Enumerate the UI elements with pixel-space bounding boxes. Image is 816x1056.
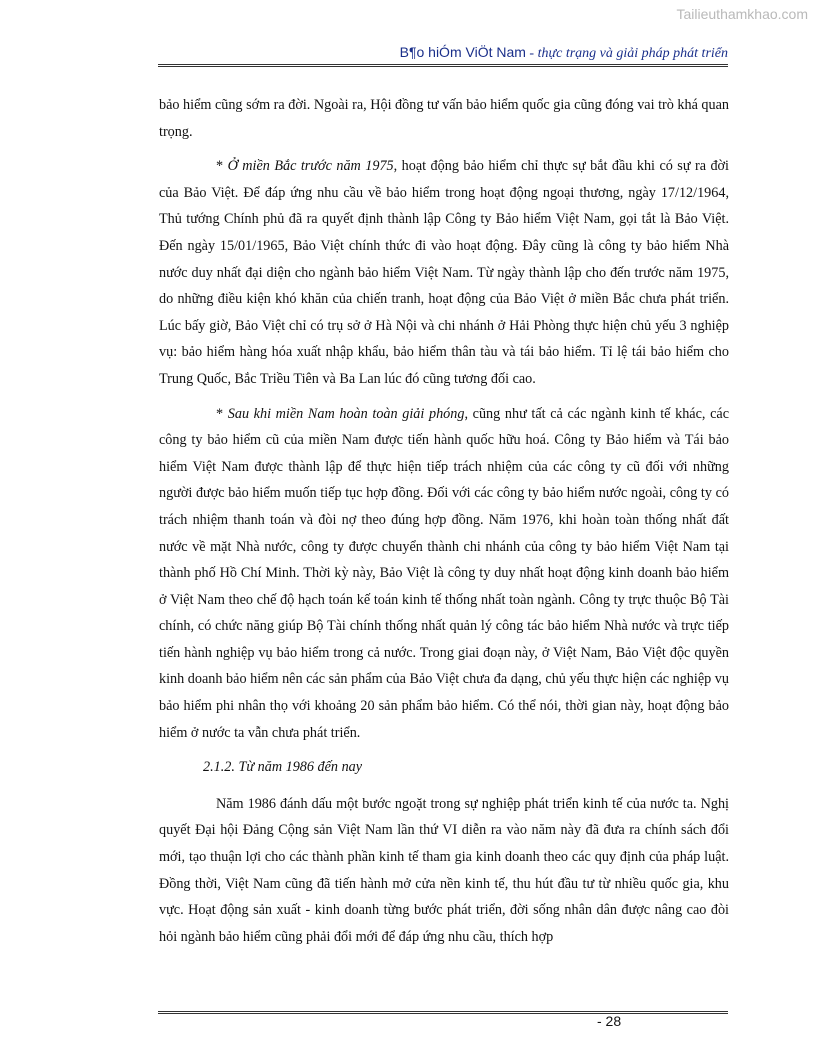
header-brand: B¶o hiÓm ViÖt Nam [399, 44, 526, 60]
running-header [158, 44, 728, 62]
paragraph-3-text: , cũng như tất cả các ngành kinh tế khác, các công ty bảo hiểm cũ của miền Nam được tiến hành quốc hữu hoá. Công ty Bảo hiểm và Tái bảo hiểm Việt Nam được thành lập để thực hiện tiếp trách nhiệm của các công ty cũ đối với những người được bảo hiểm muốn tiếp tục hợp đồng. Đối với các công ty bảo hiểm nước ngoài, công ty có trách nhiệm thanh toán và đòi nợ theo đúng hợp đồng. Năm 1976, khi hoàn toàn thống nhất đất nước về mặt Nhà nước, công ty được chuyển thành chi nhánh của công ty bảo hiểm Việt Nam tại thành phố Hồ Chí Minh. Thời kỳ này, Bảo Việt là công ty duy nhất hoạt động kinh doanh bảo hiểm ở Việt Nam theo chế độ hạch toán kế toán kinh tế thống nhất toàn ngành. Công ty trực thuộc Bộ Tài chính, có chức năng giúp Bộ Tài chính thống nhất quản lý công tác bảo hiểm Nhà nước và trực tiếp tiến hành nghiệp vụ bảo hiểm trong cả nước. Trong giai đoạn này, ở Việt Nam, Bảo Việt độc quyền kinh doanh bảo hiểm nên các sản phẩm của Bảo Việt chưa đa dạng, chủ yếu thực hiện các nghiệp vụ bảo hiểm phi nhân thọ với khoảng 20 sản phẩm bảo hiểm. Có thể nói, thời gian này, hoạt động bảo hiểm ở nước ta vẫn chưa phát triển. [159, 405, 729, 741]
watermark-text: Tailieuthamkhao.com [676, 6, 808, 22]
document-body [159, 92, 729, 958]
paragraph-2 [159, 153, 729, 392]
paragraph-2-text: , hoạt động bảo hiểm chỉ thực sự bắt đầu khi có sự ra đời của Bảo Việt. Để đáp ứng nhu cầu về bảo hiểm trong hoạt động ngoại thương, ngày 17/12/1964, Thủ tướng Chính phủ đã ra quyết định thành lập Công ty Bảo hiểm Việt Nam, gọi tắt là Bảo Việt. Đến ngày 15/01/1965, Bảo Việt chính thức đi vào hoạt động. Đây cũng là công ty bảo hiểm Nhà nước duy nhất đại diện cho ngành bảo hiểm Việt Nam. Từ ngày thành lập cho đến trước năm 1975, do những điều kiện khó khăn của chiến tranh, hoạt động của Bảo Việt ở miền Bắc chưa phát triển. Lúc bấy giờ, Bảo Việt chỉ có trụ sở ở Hà Nội và chi nhánh ở Hải Phòng thực hiện chủ yếu 3 nghiệp vụ: bảo hiểm hàng hóa xuất nhập khẩu, bảo hiểm thân tàu và tái bảo hiểm. Tỉ lệ tái bảo hiểm cho Trung Quốc, Bắc Triều Tiên và Ba Lan lúc đó cũng tương đối cao. [159, 158, 730, 387]
paragraph-4: Năm 1986 đánh dấu một bước ngoặt trong sự nghiệp phát triển kinh tế của nước ta. Nghị quyết Đại hội Đảng Cộng sản Việt Nam lần thứ VI diễn ra vào năm này đã đưa ra chính sách đổi mới, tạo thuận lợi cho các thành phần kinh tế tham gia kinh doanh theo các quy định của pháp luật. Đồng thời, Việt Nam cũng đã tiến hành mở cửa nền kinh tế, thu hút đầu tư từ nhiều quốc gia, khu vực. Hoạt động sản xuất - kinh doanh từng bước phát triển, đời sống nhân dân được nâng cao đòi hỏi ngành bảo hiểm cũng phải đổi mới để đáp ứng nhu cầu, thích hợp [159, 795, 729, 945]
paragraph-3 [159, 401, 729, 747]
header-subtitle: thực trạng và giải pháp phát triển [537, 46, 728, 61]
paragraph-1: bảo hiểm cũng sớm ra đời. Ngoài ra, Hội đồng tư vấn bảo hiểm quốc gia cũng đóng vai trò khá quan trọng. [159, 97, 729, 140]
page-number: - 28 [597, 1013, 622, 1029]
footer-rule [158, 1011, 728, 1014]
header-separator: - [525, 46, 538, 61]
header-rule [158, 64, 728, 67]
bullet-marker: * [216, 158, 228, 175]
bullet-marker: * [216, 405, 228, 422]
paragraph-2-lead: Ở miền Bắc trước năm 1975 [227, 158, 394, 175]
section-subheading: 2.1.2. Từ năm 1986 đến nay [203, 759, 363, 776]
paragraph-3-lead: Sau khi miền Nam hoàn toàn giải phóng [227, 405, 465, 422]
